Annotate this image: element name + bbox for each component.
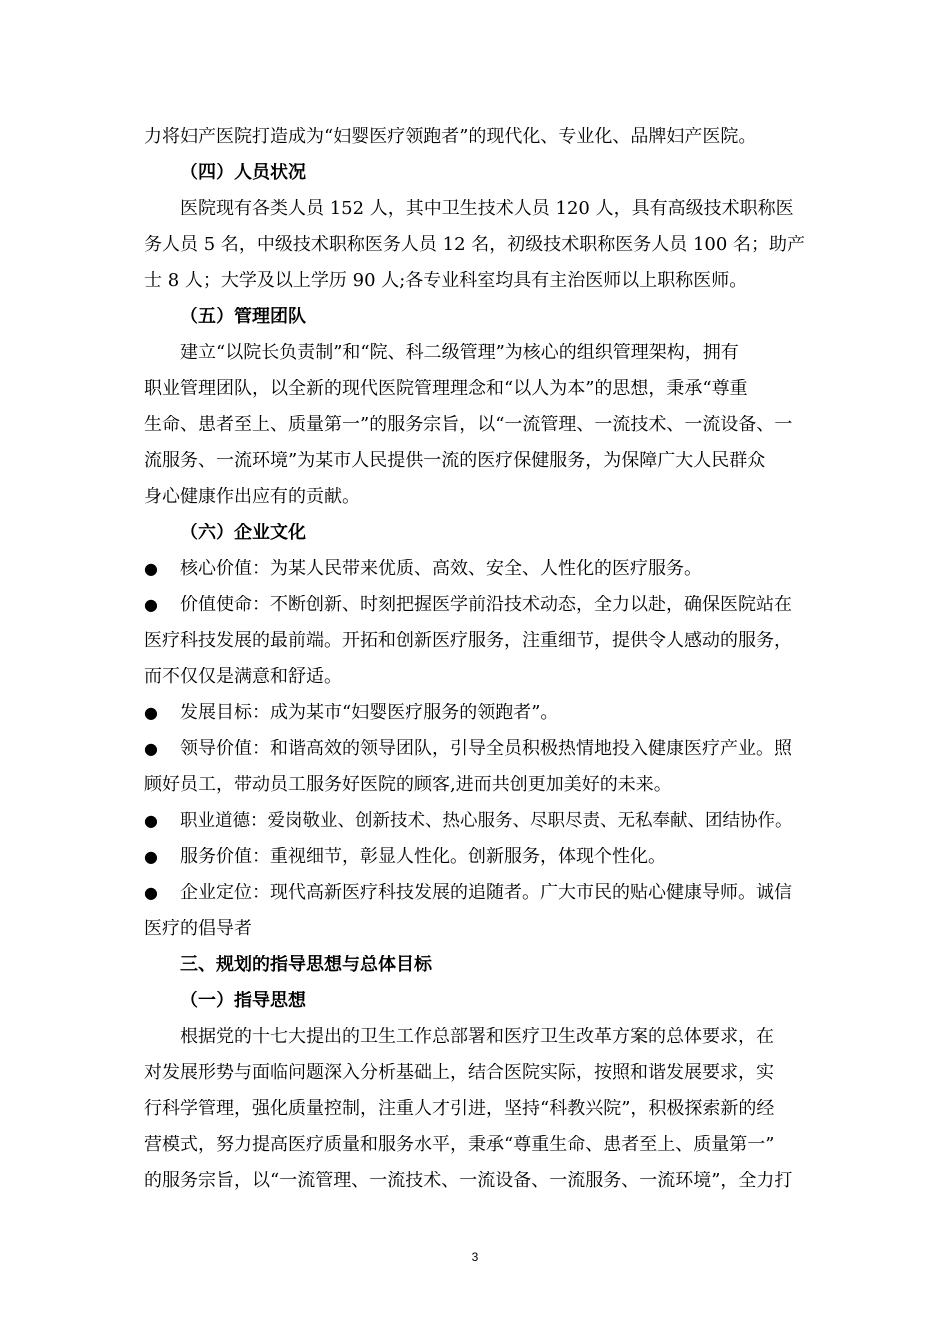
culture-item-continuation: 医疗科技发展的最前端。开拓和创新医疗服务，注重细节，提供令人感动的服务， <box>144 631 792 651</box>
section-5-line: 身心健康作出应有的贡献。 <box>144 487 360 507</box>
section-4-line: 士 8 人；大学及以上学历 90 人;各专业科室均具有主治医师以上职称医师。 <box>144 271 748 291</box>
culture-item: 核心价值：为某人民带来优质、高效、安全、人性化的医疗服务。 <box>180 559 702 579</box>
bullet-dot: ● <box>144 883 158 902</box>
section-5-line: 职业管理团队，以全新的现代医院管理理念和“以人为本”的思想，秉承“尊重 <box>144 379 748 399</box>
chapter-3-heading: 三、规划的指导思想与总体目标 <box>180 955 432 975</box>
chapter-3-subheading: （一）指导思想 <box>180 991 306 1011</box>
chapter-3-line: 营模式，努力提高医疗质量和服务水平，秉承“尊重生命、患者至上、质量第一” <box>144 1135 775 1155</box>
section-5-line: 建立“以院长负责制”和“院、科二级管理”为核心的组织管理架构，拥有 <box>180 343 739 363</box>
culture-item: 发展目标：成为某市“妇婴医疗服务的领跑者”。 <box>180 703 559 723</box>
bullet-dot: ● <box>144 739 158 758</box>
culture-item: 企业定位：现代高新医疗科技发展的追随者。广大市民的贴心健康导师。诚信 <box>180 883 792 903</box>
bullet-dot: ● <box>144 811 158 830</box>
chapter-3-line: 根据党的十七大提出的卫生工作总部署和医疗卫生改革方案的总体要求，在 <box>180 1027 774 1047</box>
culture-item: 领导价值：和谐高效的领导团队，引导全员积极热情地投入健康医疗产业。照 <box>180 739 792 759</box>
section-4-line: 务人员 5 名，中级技术职称医务人员 12 名，初级技术职称医务人员 100 名；助产 <box>144 235 806 255</box>
intro-line: 力将妇产医院打造成为“妇婴医疗领跑者”的现代化、专业化、品牌妇产医院。 <box>144 127 757 147</box>
chapter-3-line: 行科学管理，强化质量控制，注重人才引进，坚持“科教兴院”，积极探索新的经 <box>144 1099 775 1119</box>
bullet-dot: ● <box>144 559 158 578</box>
chapter-3-line: 对发展形势与面临问题深入分析基础上，结合医院实际，按照和谐发展要求，实 <box>144 1063 774 1083</box>
chapter-3-line: 的服务宗旨，以“一流管理、一流技术、一流设备、一流服务、一流环境”，全力打 <box>144 1171 793 1191</box>
page-number: 3 <box>471 1250 479 1264</box>
bullet-dot: ● <box>144 595 158 614</box>
section-5-line: 流服务、一流环境”为某市人民提供一流的医疗保健服务，为保障广大人民群众 <box>144 451 766 471</box>
culture-item-continuation: 医疗的倡导者 <box>144 919 252 939</box>
bullet-dot: ● <box>144 847 158 866</box>
culture-item: 职业道德：爱岗敬业、创新技术、热心服务、尽职尽责、无私奉献、团结协作。 <box>180 811 793 831</box>
culture-item-continuation: 而不仅仅是满意和舒适。 <box>144 667 342 687</box>
culture-item-continuation: 顾好员工，带动员工服务好医院的顾客,进而共创更加美好的未来。 <box>144 775 672 795</box>
section-6-heading: （六）企业文化 <box>180 523 306 543</box>
section-5-line: 生命、患者至上、质量第一”的服务宗旨，以“一流管理、一流技术、一流设备、一 <box>144 415 793 435</box>
section-4-line: 医院现有各类人员 152 人，其中卫生技术人员 120 人，具有高级技术职称医 <box>180 199 794 219</box>
bullet-dot: ● <box>144 703 158 722</box>
culture-item: 服务价值：重视细节，彰显人性化。创新服务，体现个性化。 <box>180 847 666 867</box>
section-5-heading: （五）管理团队 <box>180 307 306 327</box>
culture-item: 价值使命：不断创新、时刻把握医学前沿技术动态，全力以赴，确保医院站在 <box>180 595 792 615</box>
section-4-heading: （四）人员状况 <box>180 163 306 183</box>
